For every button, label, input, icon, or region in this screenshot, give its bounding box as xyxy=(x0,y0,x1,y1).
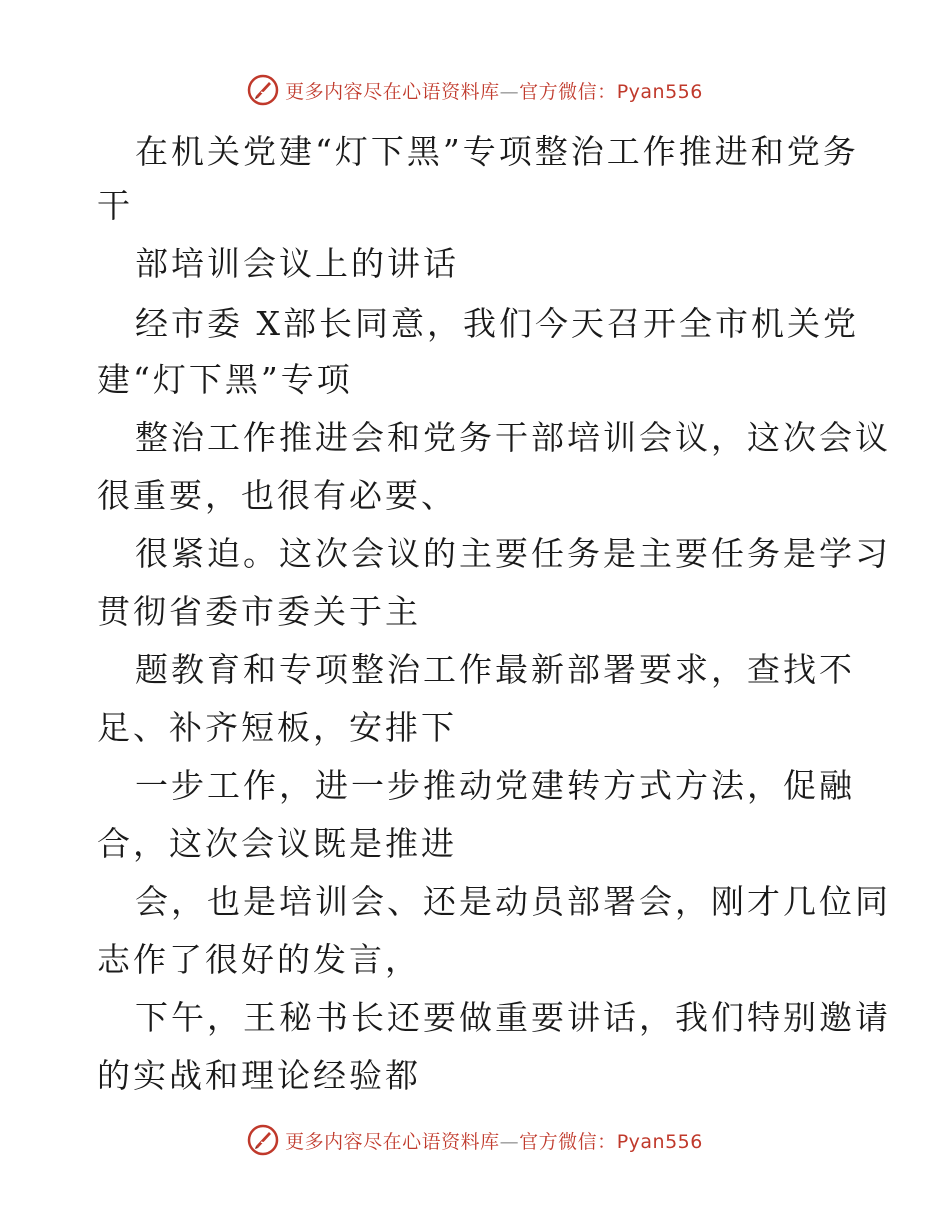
doc-line: 经市委 X部长同意，我们今天召开全市机关党 xyxy=(135,304,859,343)
quill-seal-icon xyxy=(247,74,279,106)
banner-text xyxy=(285,77,703,104)
doc-line: 贯彻省委市委关于主 xyxy=(97,592,421,631)
banner-handle: Pyan556 xyxy=(616,80,703,103)
doc-line: 合，这次会议既是推进 xyxy=(97,824,457,863)
quill-seal-icon xyxy=(247,1124,279,1156)
banner-handle: Pyan556 xyxy=(616,1130,703,1153)
banner-main-text: 更多内容尽在心语资料库 xyxy=(285,1130,500,1153)
doc-line: 一步工作，进一步推动党建转方式方法，促融 xyxy=(135,766,855,805)
doc-line: 干 xyxy=(97,186,133,225)
doc-line: 题教育和专项整治工作最新部署要求，查找不 xyxy=(135,650,855,689)
doc-line: 部培训会议上的讲话 xyxy=(135,244,459,283)
doc-line: 会，也是培训会、还是动员部署会，刚才几位同 xyxy=(135,882,891,921)
banner-separator: — xyxy=(499,1130,520,1153)
doc-line: 整治工作推进会和党务干部培训会议，这次会议 xyxy=(135,418,891,457)
footer-banner xyxy=(0,1120,950,1160)
banner-sub-text: 官方微信： xyxy=(519,80,617,103)
banner-separator: — xyxy=(499,80,520,103)
doc-line: 下午，王秘书长还要做重要讲话，我们特别邀请 xyxy=(135,998,891,1037)
doc-line: 建“灯下黑”专项 xyxy=(97,360,353,399)
banner-text xyxy=(285,1127,703,1154)
banner-sub-text: 官方微信： xyxy=(519,1130,617,1153)
doc-line: 在机关党建“灯下黑”专项整治工作推进和党务 xyxy=(135,132,859,171)
banner-main-text: 更多内容尽在心语资料库 xyxy=(285,80,500,103)
doc-line: 足、补齐短板，安排下 xyxy=(97,708,457,747)
doc-line: 的实战和理论经验都 xyxy=(97,1056,421,1095)
doc-line: 很重要，也很有必要、 xyxy=(97,476,457,515)
doc-line: 志作了很好的发言， xyxy=(97,940,421,979)
doc-line: 很紧迫。这次会议的主要任务是主要任务是学习 xyxy=(135,534,891,573)
header-banner xyxy=(0,70,950,110)
